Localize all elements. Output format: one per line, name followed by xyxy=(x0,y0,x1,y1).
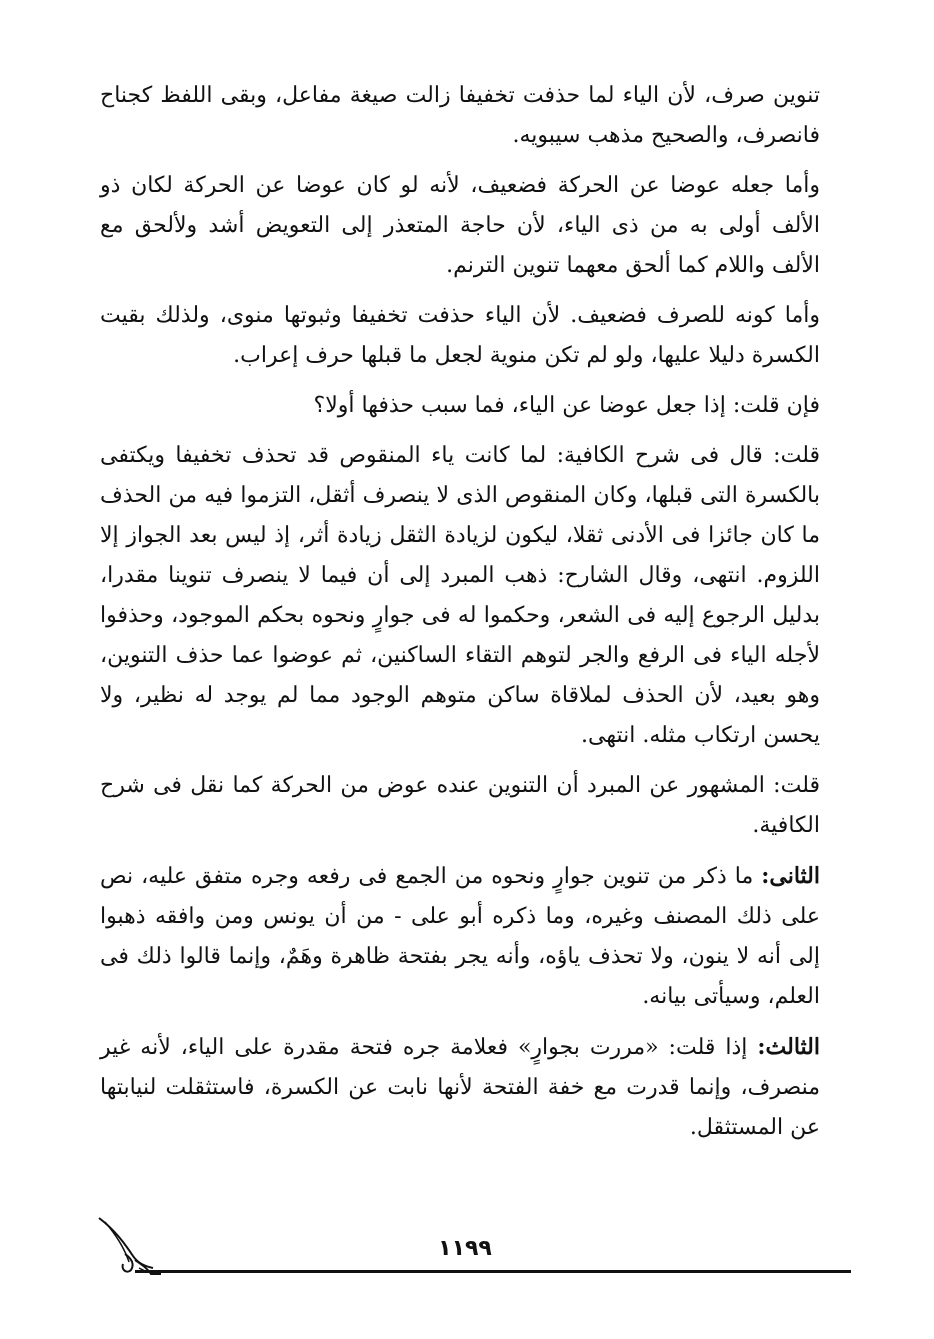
paragraph-6 xyxy=(100,766,820,846)
paragraph-4 xyxy=(100,386,820,426)
paragraph-lead: الثالث: xyxy=(757,1034,820,1060)
paragraph-7 xyxy=(100,856,820,1017)
paragraph-text: فإن قلت: إذا جعل عوضا عن الياء، فما سبب حذفها أولا؟ xyxy=(313,393,820,418)
paragraph-1 xyxy=(100,76,820,156)
paragraph-text: تنوين صرف، لأن الياء لما حذفت تخفيفا زالت صيغة مفاعل، وبقى اللفظ كجناح فانصرف، والصحيح مذهب سيبويه. xyxy=(100,83,820,148)
paragraph-text: وأما كونه للصرف فضعيف. لأن الياء حذفت تخفيفا وثبوتها منوى، ولذلك بقيت الكسرة دليلا عليها، ولو لم تكن منوية لجعل ما قبلها حرف إعراب. xyxy=(100,303,820,368)
paragraph-text: إذا قلت: «مررت بجوارٍ» فعلامة جره فتحة مقدرة على الياء، لأنه غير منصرف، وإنما قدرت مع خفة الفتحة لأنها نابت عن الكسرة، فاستثقلت لنيابتها عن المستثقل. xyxy=(100,1035,820,1140)
paragraph-5 xyxy=(100,436,820,756)
paragraph-3 xyxy=(100,296,820,376)
page-number: ١١٩٩ xyxy=(438,1236,492,1261)
document-body xyxy=(100,76,820,1158)
page-footer xyxy=(95,1210,855,1290)
paragraph-2 xyxy=(100,166,820,286)
paragraph-text: قلت: قال فى شرح الكافية: لما كانت ياء المنقوص قد تحذف تخفيفا ويكتفى بالكسرة التى قبلها، وكان المنقوص الذى لا ينصرف أثقل، التزموا فيه من الحذف ما كان جائزا فى الأدنى ثقلا، ليكون لزيادة الثقل زيادة أثر، إذ ليس بعد الجواز إلا اللزوم. انتهى، وقال الشارح: ذهب المبرد إلى أن فيما لا ينصرف تنوينا مقدرا، بدليل الرجوع إليه فى الشعر، وحكموا له فى جوارٍ ونحوه بحكم الموجود، وحذفوا لأجله الياء فى الرفع والجر لتوهم التقاء الساكنين، ثم عوضوا عما حذف التنوين، وهو بعيد، لأن الحذف لملاقاة ساكن متوهم الوجود مما لم يوجد له نظير، ولا يحسن ارتكاب مثله. انتهى. xyxy=(100,443,821,748)
footer-rule xyxy=(135,1270,851,1273)
paragraph-lead: الثانى: xyxy=(761,863,820,889)
paragraph-text: وأما جعله عوضا عن الحركة فضعيف، لأنه لو كان عوضا عن الحركة لكان ذو الألف أولى به من ذى الياء، لأن حاجة المتعذر إلى التعويض أشد ولألحق مع الألف واللام كما ألحق معهما تنوين الترنم. xyxy=(100,173,820,278)
paragraph-8 xyxy=(100,1027,820,1148)
paragraph-text: قلت: المشهور عن المبرد أن التنوين عنده عوض من الحركة كما نقل فى شرح الكافية. xyxy=(100,773,820,838)
paragraph-text: ما ذكر من تنوين جوارٍ ونحوه من الجمع فى رفعه وجره متفق عليه، نص على ذلك المصنف وغيره، وما ذكره أبو على - من أن يونس ومن وافقه ذهبوا إلى أنه لا ينون، ولا تحذف ياؤه، وأنه يجر بفتحة ظاهرة وهَمٌ، وإنما قالوا ذلك فى العلم، وسيأتى بيانه. xyxy=(100,864,820,1009)
